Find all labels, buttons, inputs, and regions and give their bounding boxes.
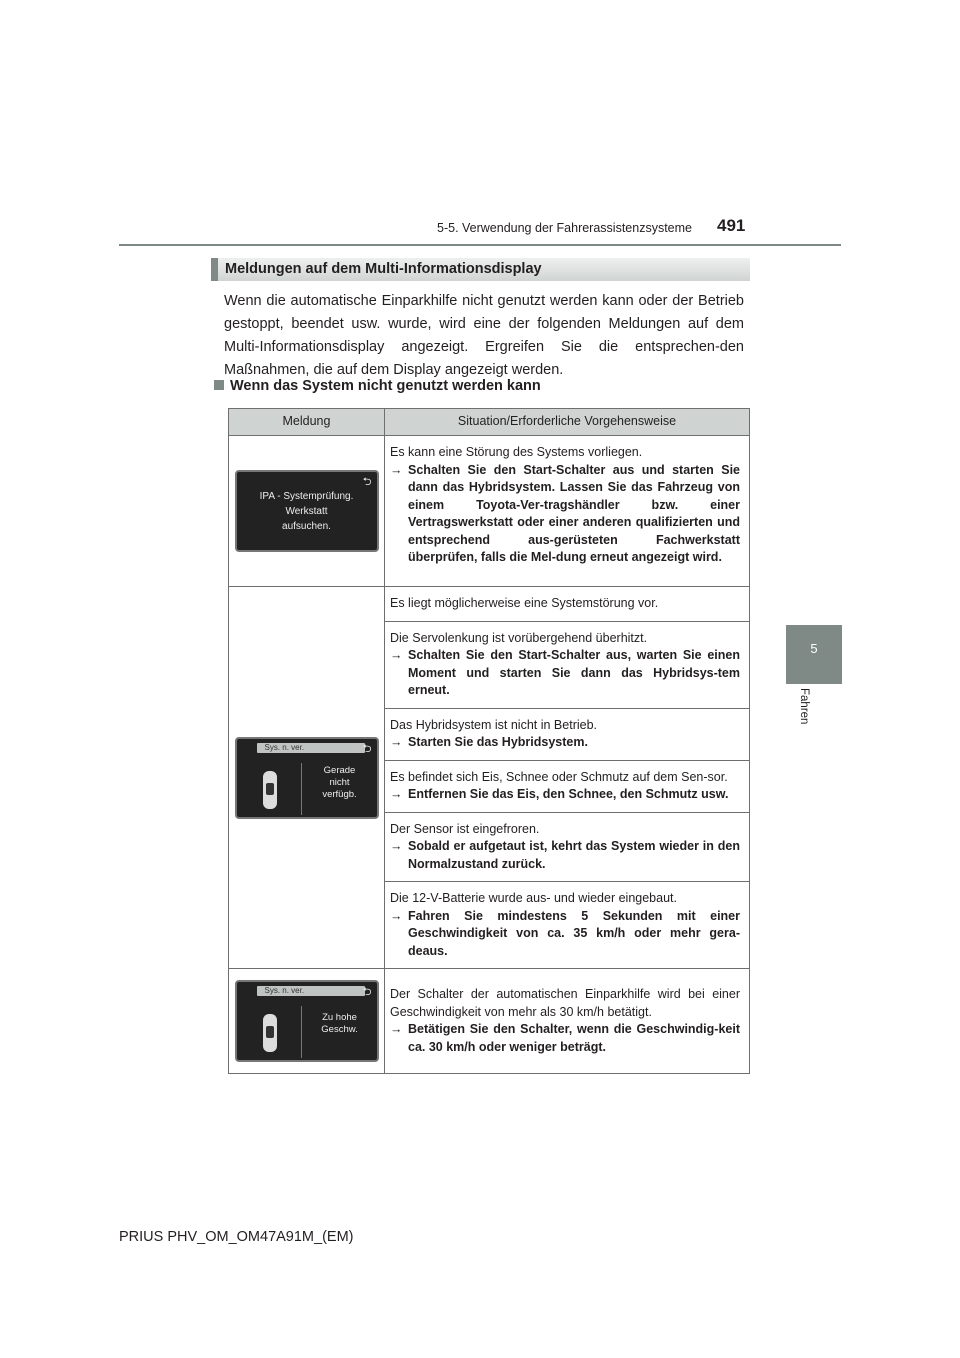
table-row: Das Hybridsystem ist nicht in Betrieb. → Starten Sie das Hybridsystem. (385, 708, 750, 760)
table-row: Es kann eine Störung des Systems vorliegen. → Schalten Sie den Start-Schalter aus und starten Sie dann das Hybridsystem. Lassen Sie das Fahrzeug von einem Toyota-Ver-tragshändler bzw. einer Vertragswerkstatt oder einer anderen qualifizierten und entsprechend aus-gerüsteten Fachwerkstatt überprüfen, falls die Mel-dung erneut angezeigt wird. (385, 436, 750, 587)
footer-document-code: PRIUS PHV_OM_OM47A91M_(EM) (119, 1229, 354, 1245)
table-row: Es befindet sich Eis, Schnee oder Schmutz auf dem Sen-sor. → Entfernen Sie das Eis, den Schnee, den Schmutz usw. (385, 760, 750, 812)
arrow-icon: → (390, 908, 403, 923)
status-pill: Sys. n. ver. (257, 986, 365, 996)
chapter-number: 5 (810, 641, 818, 656)
subheading: Wenn das System nicht genutzt werden kann (214, 378, 541, 394)
car-icon (263, 771, 277, 809)
message-image-cell (229, 436, 385, 587)
table-row: Es liegt möglicherweise eine Systemstörung vor. (385, 587, 750, 622)
table-row: Die Servolenkung ist vorübergehend überhitzt. → Schalten Sie den Start-Schalter aus, warten Sie einen Moment und starten Sie dann das Hybridsys-tem erneut. (385, 621, 750, 708)
heading-accent (211, 258, 218, 281)
arrow-icon: → (390, 462, 403, 477)
square-bullet-icon (214, 380, 224, 390)
column-header-situation: Situation/Erforderliche Vorgehensweise (385, 409, 750, 436)
section-heading: Meldungen auf dem Multi-Informationsdisplay (225, 261, 542, 277)
car-icon (263, 1014, 277, 1052)
arrow-icon: → (390, 1022, 403, 1036)
message-table (228, 408, 750, 1074)
display-screen-not-available: Sys. n. ver. ⮌ Gerade nicht verfügb. (235, 737, 379, 819)
display-screen-speed-too-high: Sys. n. ver. ⮌ Zu hohe Geschw. (235, 980, 379, 1062)
chapter-tab (786, 625, 842, 684)
message-image-cell (229, 587, 385, 969)
back-arrow-icon: ⮌ (362, 476, 372, 488)
chapter-label: Fahren (798, 688, 810, 725)
table-row: Die 12-V-Batterie wurde aus- und wieder eingebaut. → Fahren Sie mindestens 5 Sekunden mit einer Geschwindigkeit von ca. 35 km/h oder mehr gera-deaus. (385, 882, 750, 969)
message-image-cell (229, 969, 385, 1074)
display-screen-system-check: ⮌ IPA - Systemprüfung. Werkstatt aufsuchen. (235, 470, 379, 552)
status-pill: Sys. n. ver. (257, 743, 365, 753)
arrow-icon: → (390, 787, 403, 801)
back-arrow-icon: ⮌ (362, 742, 372, 755)
intro-paragraph: Wenn die automatische Einparkhilfe nicht genutzt werden kann oder der Betrieb gestoppt, beendet usw. wurde, wird eine der folgenden Meldungen auf dem Multi-Informationsdisplay angezeigt. Ergreifen Sie die entsprechen-den Maßnahmen, die auf dem Display angezeigt werden. (224, 293, 744, 378)
table-row: Der Schalter der automatischen Einparkhilfe wird bei einer Geschwindigkeit von mehr als 30 km/h betätigt. → Betätigen Sie den Schalter, wenn die Geschwindig-keit ca. 30 km/h oder weniger beträgt. (385, 969, 750, 1074)
display-divider (301, 763, 302, 815)
column-header-message: Meldung (229, 409, 385, 436)
page-number: 491 (717, 216, 746, 235)
arrow-icon: → (390, 648, 403, 662)
back-arrow-icon: ⮌ (362, 986, 372, 998)
arrow-icon: → (390, 839, 403, 853)
section-title: 5-5. Verwendung der Fahrerassistenzsysteme (437, 221, 692, 235)
header-divider (119, 244, 841, 246)
table-row: Der Sensor ist eingefroren. → Sobald er aufgetaut ist, kehrt das System wieder in den Normalzustand zurück. (385, 812, 750, 882)
arrow-icon: → (390, 735, 403, 749)
section-heading-bar (211, 258, 750, 281)
display-divider (301, 1006, 302, 1058)
